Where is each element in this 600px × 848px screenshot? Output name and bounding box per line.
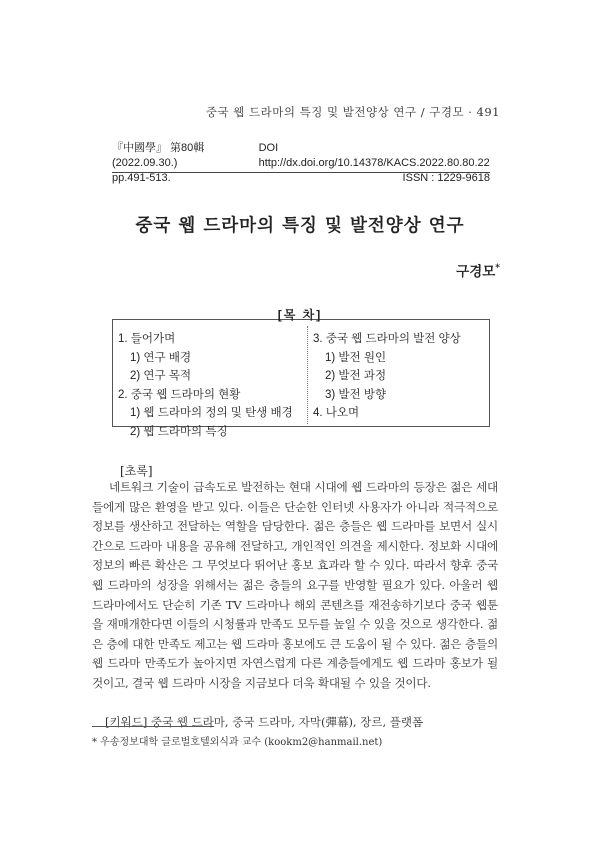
toc-item: 2. 중국 웹 드라마의 현황	[118, 388, 241, 401]
footnote-divider	[92, 726, 214, 727]
toc-item: 1. 들어가며	[118, 333, 176, 345]
publication-meta	[112, 141, 490, 186]
author-footnote: * 우송정보대학 글로벌호텔외식과 교수 (kookm2@hanmail.net)	[92, 737, 383, 748]
toc-column-divider	[307, 326, 308, 424]
toc-item: 3) 발전 방향	[325, 388, 387, 401]
issn: ISSN : 1229-9618	[402, 172, 490, 184]
abstract-text: 네트워크 기술이 급속도로 발전하는 현대 시대에 웹 드라마의 등장은 젊은 세대들에게 많은 환영을 받고 있다. 이들은 단순한 인터넷 사용자가 아니라 적극적으로 정보를 생산하고 전달하는 역할을 담당한다. 젊은 층들은 웹 드라마를 보면서 실시간으로 드라마 내용을 공유해 전달하고, 개인적인 의견을 제시한다. 정보화 시대에 정보의 빠른 확산은 그 무엇보다 뛰어난 홍보 효과라 할 수 있다. 따라서 향후 중국 웹 드라마의 성장을 위해서는 젊은 층들의 요구를 반영할 필요가 있다. 아울러 웹 드라마에서도 단순히 기존 TV 드라마나 해외 콘텐츠를 재전송하기보다 중국 웹툰을 재매개한다면 이들의 시청률과 만족도 모두를 높일 수 있을 것으로 생각한다. 젊은 층에 대한 만족도 제고는 웹 드라마 홍보에도 큰 도움이 될 수 있다. 젊은 층들의 웹 드라마 만족도가 높아지면 자연스럽게 다른 계층들에게도 웹 드라마 홍보가 될 것이고, 결국 웹 드라마 시장을 지금보다 더욱 확대될 수 있을 것이다.	[92, 480, 498, 690]
abstract-label: [초록]	[120, 464, 153, 478]
toc-item: 1) 발전 원인	[325, 351, 387, 364]
keywords: [키워드] 중국 웹 드라마, 중국 드라마, 자막(彈幕), 장르, 플랫폼	[105, 715, 424, 729]
toc-item: 1) 웹 드라마의 정의 및 탄생 배경	[130, 407, 293, 420]
page-range: pp.491-513.	[112, 172, 171, 184]
running-head: 중국 웹 드라마의 특징 및 발전양상 연구 / 구경모 · 491	[205, 105, 500, 119]
toc-item: 2) 웹 드라마의 특징	[130, 425, 228, 438]
toc-item: 4. 나오며	[313, 407, 360, 420]
doi-link[interactable]: DOI http://dx.doi.org/10.14378/KACS.2022.80.80.22	[258, 142, 490, 169]
toc-item: 2) 발전 과정	[325, 370, 387, 383]
author-footnote-mark: *	[495, 263, 500, 274]
toc-item: 3. 중국 웹 드라마의 발전 양상	[313, 333, 461, 345]
author-name: 구경모	[456, 264, 496, 280]
paper-title: 중국 웹 드라마의 특징 및 발전양상 연구	[135, 216, 465, 236]
toc-right-column	[313, 330, 461, 423]
toc-label: [목 차]	[277, 308, 323, 322]
author	[456, 260, 500, 280]
toc-item: 1) 연구 배경	[130, 351, 192, 364]
meta-divider	[112, 172, 490, 173]
journal-citation: 『中國學』 第80輯 (2022.09.30.)	[112, 142, 205, 169]
toc-left-column	[118, 330, 293, 442]
toc-item: 2) 연구 목적	[130, 370, 192, 383]
